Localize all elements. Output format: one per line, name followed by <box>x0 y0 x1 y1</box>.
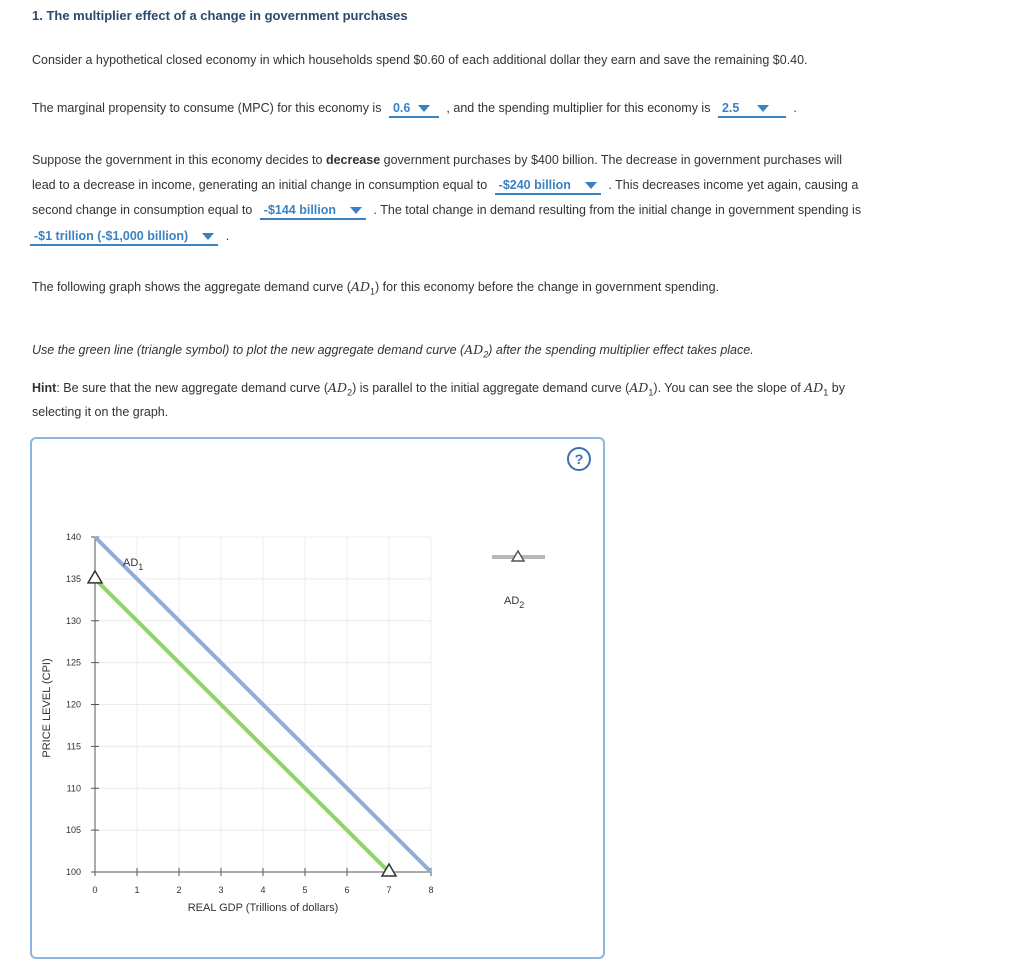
chart-series[interactable] <box>88 537 431 876</box>
triangle-icon[interactable] <box>88 571 102 583</box>
para2-text: . The total change in demand resulting from the initial change in government spending is <box>373 203 862 217</box>
ad-math: AD <box>328 380 348 395</box>
legend-label-text: AD <box>504 595 520 607</box>
x-axis-label: REAL GDP (Trillions of dollars) <box>187 902 339 914</box>
para2-text: Suppose the government in this economy decides to <box>32 153 323 167</box>
x-tick-label: 5 <box>302 885 308 895</box>
multiplier-value: 2.5 <box>721 101 740 115</box>
y-tick-label: 125 <box>65 657 81 668</box>
mpc-prefix: The marginal propensity to consume (MPC) for this economy is <box>32 101 382 115</box>
mpc-middle: , and the spending multiplier for this economy is <box>446 101 711 115</box>
ad-sub: 2 <box>483 349 489 360</box>
ad-sub: 1 <box>648 387 654 398</box>
chart-ticks <box>66 532 434 895</box>
y-tick-label: 110 <box>66 783 81 794</box>
para2-text: . This decreases income yet again, causing a <box>608 178 859 192</box>
ad-math: AD <box>464 342 484 357</box>
x-tick-label: 0 <box>92 885 98 895</box>
help-icon[interactable]: ? <box>567 447 591 471</box>
y-tick-label: 105 <box>65 825 81 836</box>
instruction-text: Use the green line (triangle symbol) to plot the new aggregate demand curve ( <box>32 343 465 357</box>
mpc-value: 0.6 <box>392 101 411 115</box>
series-line-ad2[interactable] <box>95 579 389 872</box>
x-tick-label: 3 <box>218 885 224 895</box>
legend-label <box>504 595 524 610</box>
hint-text: ). You can see the slope of <box>653 381 801 395</box>
y-tick-label: 135 <box>65 573 81 584</box>
ad-sub: 1 <box>823 387 829 398</box>
total-change-value: -$1 trillion (-$1,000 billion) <box>34 229 189 243</box>
ad1-label-text: AD <box>123 557 139 569</box>
hint-line2: selecting it on the graph. <box>32 405 169 419</box>
second-change-value: -$144 billion <box>263 203 337 217</box>
question-title: 1. The multiplier effect of a change in government purchases <box>32 8 408 23</box>
y-tick-label: 100 <box>65 867 81 877</box>
y-tick-label: 120 <box>65 699 81 710</box>
x-tick-label: 8 <box>428 885 434 895</box>
y-tick-label: 115 <box>66 741 81 752</box>
legend-label-sub: 2 <box>519 600 525 610</box>
ad1-label-sub: 1 <box>138 562 144 572</box>
para2-text: government purchases by $400 billion. The decrease in government purchases will <box>383 153 843 167</box>
y-tick-label: 130 <box>65 615 81 626</box>
hint-text: : Be sure that the new aggregate demand curve ( <box>56 381 329 395</box>
graph-intro-text: ) for this economy before the change in government spending. <box>375 280 719 294</box>
x-tick-label: 1 <box>134 885 140 895</box>
ad-sub: 1 <box>370 286 376 297</box>
graph-intro-text: The following graph shows the aggregate demand curve ( <box>32 280 351 294</box>
intro-text: Consider a hypothetical closed economy in which households spend $0.60 of each additional dollar they earn and save the remaining $0.40. <box>32 53 808 67</box>
y-tick-label: 140 <box>65 532 81 542</box>
para2-text: . <box>225 229 230 243</box>
hint-text: ) is parallel to the initial aggregate demand curve ( <box>352 381 630 395</box>
x-tick-label: 6 <box>344 885 350 895</box>
ad-math: AD <box>629 380 649 395</box>
instruction-text: ) after the spending multiplier effect takes place. <box>488 343 754 357</box>
decrease-bold: decrease <box>325 153 381 167</box>
y-axis-label: PRICE LEVEL (CPI) <box>41 658 53 758</box>
hint-text: by <box>831 381 845 395</box>
ad-sub: 2 <box>347 387 353 398</box>
mpc-suffix: . <box>793 101 797 115</box>
x-tick-label: 4 <box>260 885 266 895</box>
para2-text: lead to a decrease in income, generating an initial change in consumption equal to <box>32 178 488 192</box>
x-tick-label: 2 <box>176 885 182 895</box>
x-tick-label: 7 <box>386 885 392 895</box>
ad-math: AD <box>350 279 371 294</box>
initial-change-value: -$240 billion <box>498 178 571 192</box>
hint-label: Hint <box>32 381 57 395</box>
ad-math: AD <box>804 380 824 395</box>
para2-text: second change in consumption equal to <box>32 203 253 217</box>
